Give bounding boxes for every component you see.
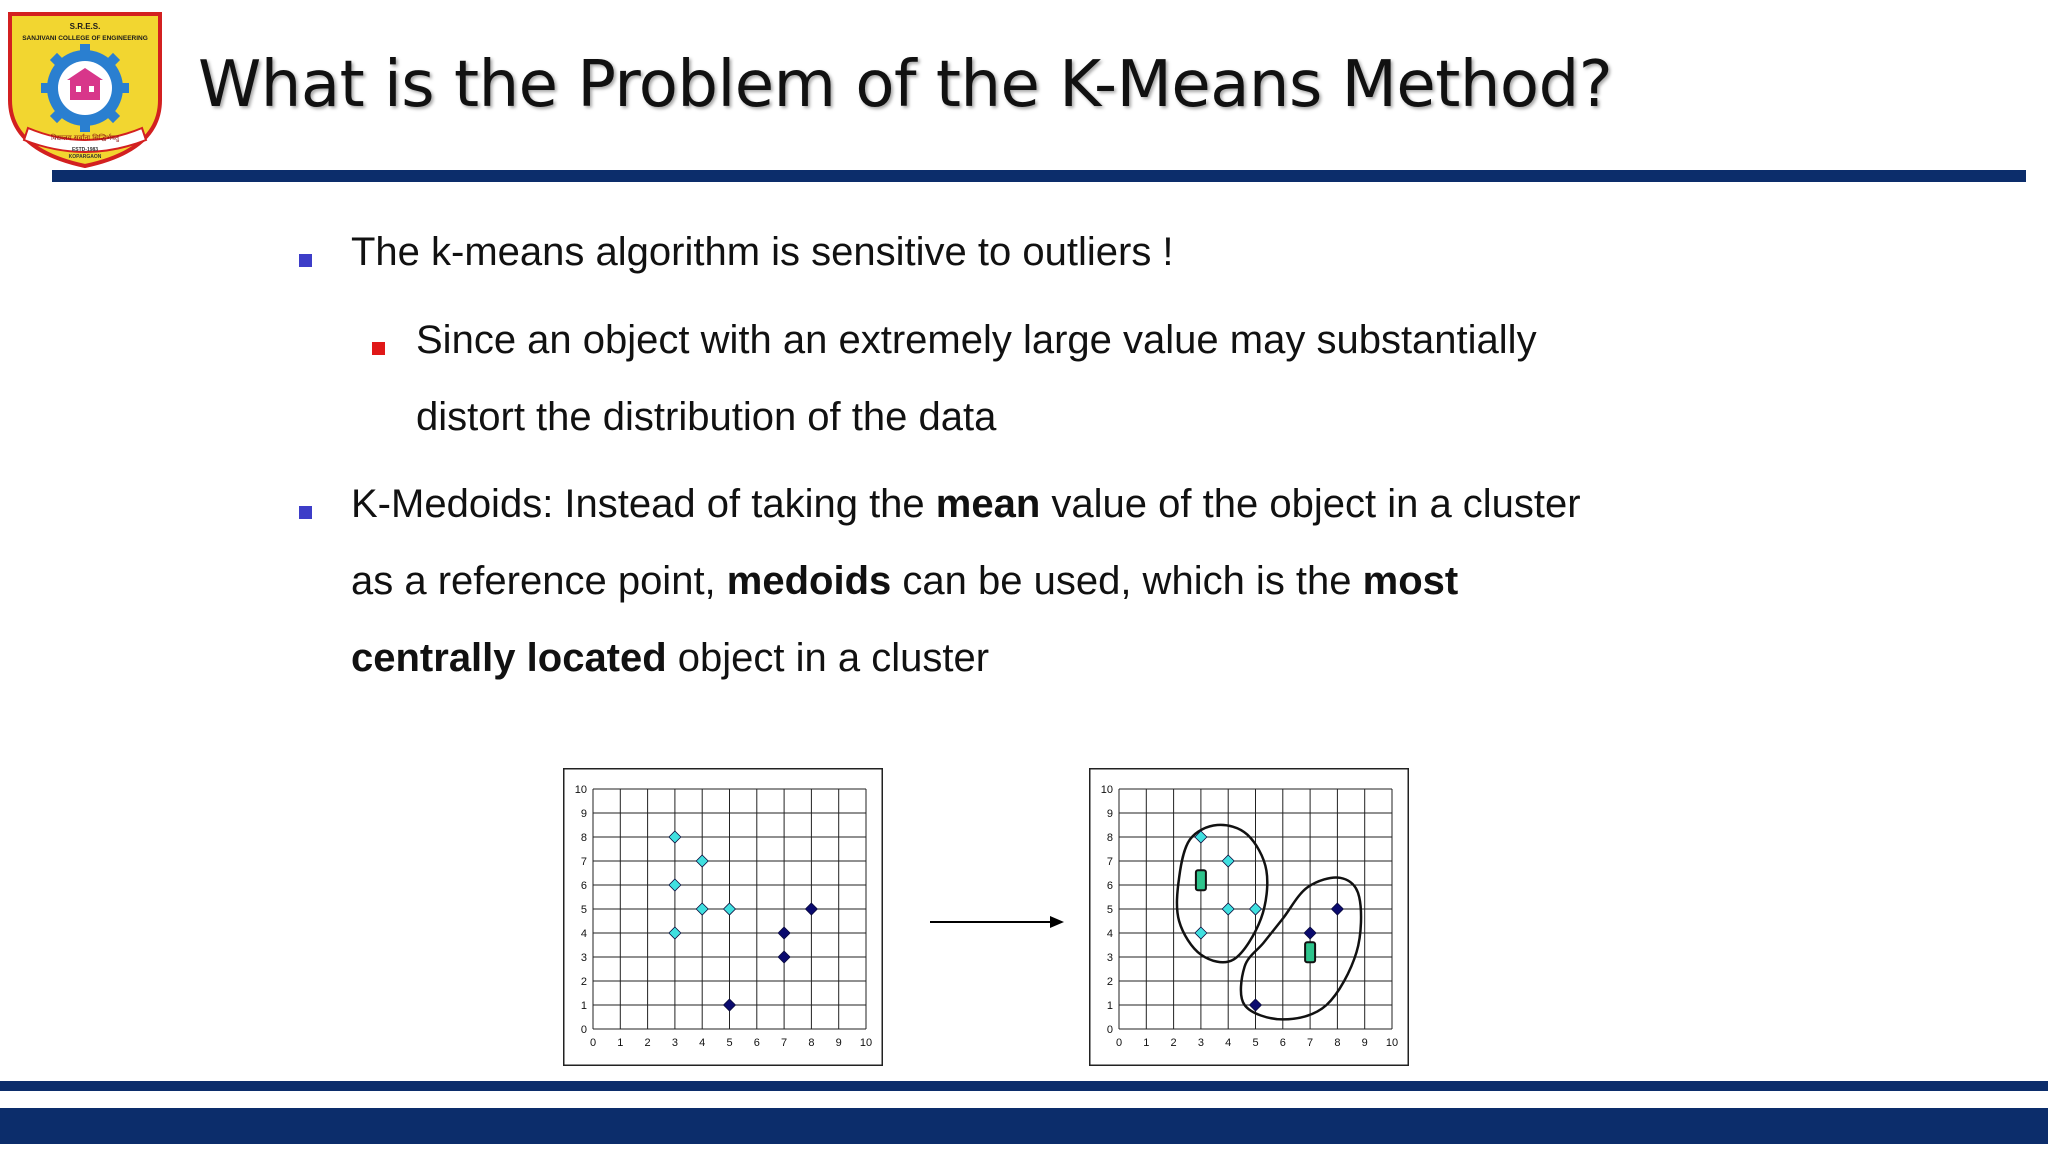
title-underline bbox=[52, 170, 2026, 182]
x-tick-label: 6 bbox=[753, 1037, 760, 1049]
y-tick-label: 3 bbox=[580, 952, 587, 964]
bullet-2-line-2: as a reference point, medoids can be used, which is the most bbox=[351, 559, 1459, 603]
x-tick-label: 1 bbox=[1143, 1037, 1150, 1049]
y-tick-label: 8 bbox=[580, 832, 587, 844]
bullet-marker-1 bbox=[299, 254, 312, 267]
bullet-1-text: The k-means algorithm is sensitive to outliers ! bbox=[351, 230, 1174, 274]
logo-place-text: KOPARGAON bbox=[68, 154, 102, 160]
x-tick-label: 4 bbox=[699, 1037, 706, 1049]
y-tick-label: 6 bbox=[1106, 880, 1113, 892]
college-logo bbox=[4, 10, 166, 168]
y-tick-label: 6 bbox=[580, 880, 587, 892]
sub-bullet-1-line-1: Since an object with an extremely large value may substantially bbox=[416, 318, 1537, 362]
footer-rule bbox=[0, 1081, 2048, 1091]
x-tick-label: 10 bbox=[1385, 1037, 1399, 1049]
x-tick-label: 7 bbox=[781, 1037, 788, 1049]
x-tick-label: 3 bbox=[1197, 1037, 1204, 1049]
y-tick-label: 0 bbox=[1106, 1024, 1113, 1036]
x-tick-label: 7 bbox=[1307, 1037, 1314, 1049]
logo-college-text: SANJIVANI COLLEGE OF ENGINEERING bbox=[22, 35, 148, 42]
x-tick-label: 10 bbox=[859, 1037, 873, 1049]
x-tick-label: 6 bbox=[1279, 1037, 1286, 1049]
y-tick-label: 7 bbox=[580, 856, 587, 868]
sub-bullet-marker-1 bbox=[372, 342, 385, 355]
logo-top-text: S.R.E.S. bbox=[69, 22, 101, 31]
bullet-2-line-3: centrally located object in a cluster bbox=[351, 636, 990, 680]
y-tick-label: 8 bbox=[1106, 832, 1113, 844]
y-tick-label: 1 bbox=[1106, 1000, 1113, 1012]
x-tick-label: 1 bbox=[617, 1037, 624, 1049]
x-tick-label: 5 bbox=[726, 1037, 733, 1049]
transform-arrow-icon bbox=[928, 912, 1068, 932]
medoid-point bbox=[1196, 870, 1206, 890]
y-tick-label: 2 bbox=[580, 976, 587, 988]
y-tick-label: 5 bbox=[580, 904, 587, 916]
x-tick-label: 8 bbox=[808, 1037, 815, 1049]
x-tick-label: 9 bbox=[835, 1037, 842, 1049]
x-tick-label: 2 bbox=[1170, 1037, 1177, 1049]
chart-after-svg bbox=[1089, 768, 1409, 1066]
y-tick-label: 0 bbox=[580, 1024, 587, 1036]
x-tick-label: 2 bbox=[644, 1037, 651, 1049]
y-tick-label: 10 bbox=[574, 784, 587, 796]
medoid-point bbox=[1305, 942, 1315, 962]
logo-estd-text: ESTD-1983 bbox=[71, 147, 99, 153]
x-tick-label: 4 bbox=[1225, 1037, 1232, 1049]
kmedoids-scatter-after bbox=[1089, 768, 1409, 1066]
x-tick-label: 5 bbox=[1252, 1037, 1259, 1049]
x-tick-label: 9 bbox=[1361, 1037, 1368, 1049]
chart-before-svg bbox=[563, 768, 883, 1066]
x-tick-label: 0 bbox=[1115, 1037, 1123, 1049]
y-tick-label: 9 bbox=[580, 808, 587, 820]
y-tick-label: 7 bbox=[1106, 856, 1113, 868]
slide-title: What is the Problem of the K-Means Method? bbox=[198, 48, 1613, 122]
sub-bullet-1-line-2: distort the distribution of the data bbox=[416, 395, 997, 439]
x-tick-label: 3 bbox=[671, 1037, 678, 1049]
y-tick-label: 4 bbox=[580, 928, 587, 940]
bullet-2-line-1: K-Medoids: Instead of taking the mean value of the object in a cluster bbox=[351, 482, 1581, 526]
bullet-marker-2 bbox=[299, 506, 312, 519]
y-tick-label: 4 bbox=[1106, 928, 1113, 940]
y-tick-label: 5 bbox=[1106, 904, 1113, 916]
y-tick-label: 9 bbox=[1106, 808, 1113, 820]
y-tick-label: 2 bbox=[1106, 976, 1113, 988]
y-tick-label: 1 bbox=[580, 1000, 587, 1012]
x-tick-label: 0 bbox=[589, 1037, 597, 1049]
footer-bar bbox=[0, 1108, 2048, 1144]
x-tick-label: 8 bbox=[1334, 1037, 1341, 1049]
y-tick-label: 10 bbox=[1100, 784, 1113, 796]
kmeans-scatter-before bbox=[563, 768, 883, 1066]
y-tick-label: 3 bbox=[1106, 952, 1113, 964]
logo-motto-text: विद्यालय सर्वांना सिद्धिर्भवतु bbox=[50, 134, 120, 142]
